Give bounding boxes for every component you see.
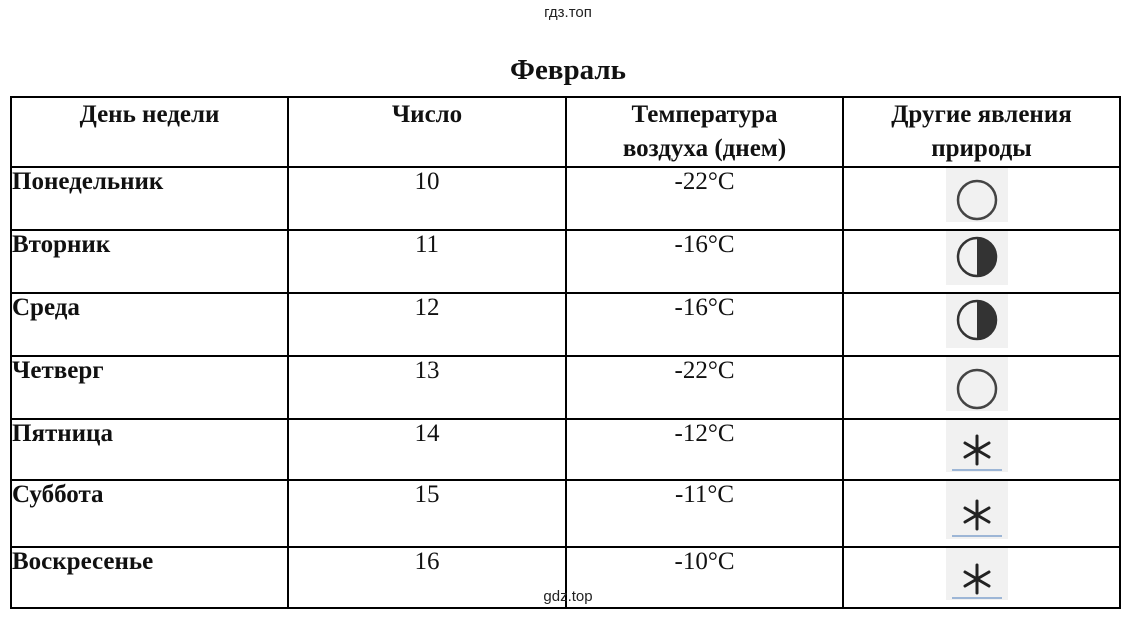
phenomena-cell — [843, 293, 1120, 356]
header-temperature — [566, 97, 843, 167]
table-row — [11, 230, 1120, 293]
number-cell: 10 — [288, 167, 566, 230]
phenomena-cell — [843, 230, 1120, 293]
number-cell: 11 — [288, 230, 566, 293]
day-cell: Понедельник — [11, 167, 288, 230]
table-header-row — [11, 97, 1120, 167]
table-row — [11, 356, 1120, 419]
day-cell: Среда — [11, 293, 288, 356]
snow-asterisk-icon — [946, 481, 1008, 539]
temperature-cell: -22°C — [566, 167, 843, 230]
temperature-cell: -16°C — [566, 293, 843, 356]
day-cell: Воскресенье — [11, 547, 288, 608]
table-row — [11, 480, 1120, 547]
header-number: Число — [288, 97, 566, 167]
table-row — [11, 419, 1120, 480]
phenomena-cell — [843, 419, 1120, 480]
header-phenomena-line1: Другие явления — [891, 101, 1072, 128]
number-cell: 14 — [288, 419, 566, 480]
clear-sky-circle-icon — [946, 168, 1008, 222]
partly-cloudy-half-circle-icon — [946, 294, 1008, 348]
number-cell: 15 — [288, 480, 566, 547]
temperature-cell: -10°C — [566, 547, 843, 608]
temperature-cell: -11°C — [566, 480, 843, 547]
phenomena-cell — [843, 480, 1120, 547]
header-day: День недели — [11, 97, 288, 167]
table-row — [11, 293, 1120, 356]
temperature-cell: -22°C — [566, 356, 843, 419]
number-cell: 16 — [288, 547, 566, 608]
header-temperature-line1: Температура — [631, 101, 778, 128]
day-cell: Четверг — [11, 356, 288, 419]
day-cell: Суббота — [11, 480, 288, 547]
header-phenomena-line2: природы — [931, 135, 1032, 162]
day-cell: Пятница — [11, 419, 288, 480]
temperature-cell: -12°C — [566, 419, 843, 480]
snow-asterisk-icon — [946, 420, 1008, 472]
header-phenomena — [843, 97, 1120, 167]
partly-cloudy-half-circle-icon — [946, 231, 1008, 285]
weather-table — [10, 96, 1121, 609]
phenomena-cell — [843, 167, 1120, 230]
number-cell: 12 — [288, 293, 566, 356]
header-temperature-line2: воздуха (днем) — [622, 135, 787, 162]
table-row — [11, 167, 1120, 230]
clear-sky-circle-icon — [946, 357, 1008, 411]
day-cell: Вторник — [11, 230, 288, 293]
watermark-top: гдз.топ — [544, 4, 592, 21]
number-cell: 13 — [288, 356, 566, 419]
temperature-cell: -16°C — [566, 230, 843, 293]
phenomena-cell — [843, 356, 1120, 419]
page-title: Февраль — [510, 54, 626, 86]
watermark-bottom: gdz.top — [543, 588, 593, 605]
